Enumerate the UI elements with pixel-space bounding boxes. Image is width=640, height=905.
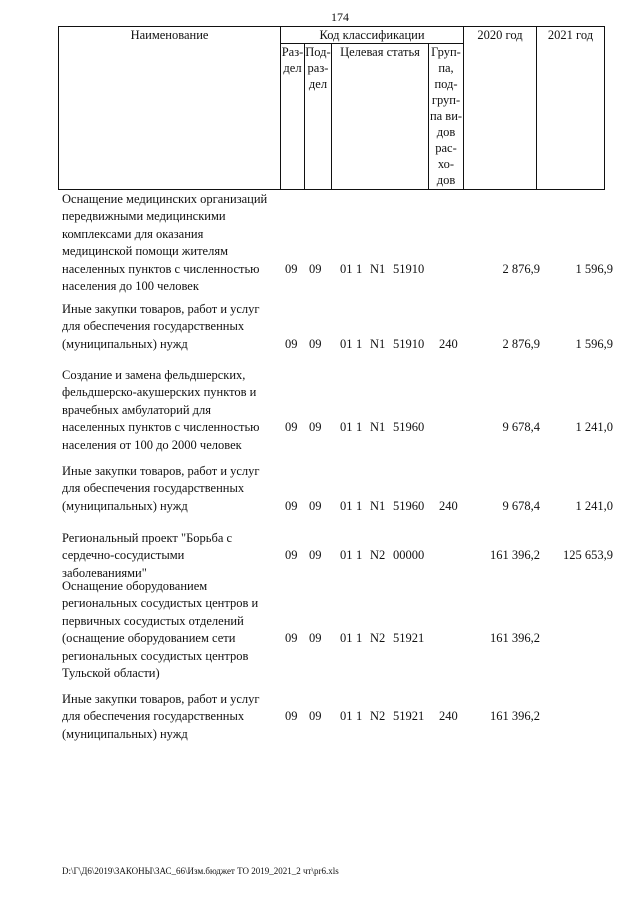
amount-2020: 2 876,9 [502,261,540,276]
target-article-part: N1 [370,420,386,435]
amount-2020: 161 396,2 [490,709,540,724]
target-article-part: 1 [356,709,363,724]
header-year-2020: 2020 год [464,27,537,190]
target-article-part: 01 [340,709,353,724]
podrazdel-code: 09 [309,548,322,563]
podrazdel-code: 09 [309,709,322,724]
podrazdel-code: 09 [309,498,322,513]
target-article-part: 1 [356,336,363,351]
podrazdel-code: 09 [309,420,322,435]
target-article-part: 51910 [393,261,425,276]
razdel-code: 09 [285,548,298,563]
row-name: Иные закупки товаров, работ и услуг для обеспечения государственных (муниципальных) нужд [62,692,260,741]
row-name: Оснащение оборудованием региональных сосудистых центров и первичных сосудистых отделений (оснащение оборудованием сети региональных сосудистых центров Тульской области) [62,579,259,681]
podrazdel-code: 09 [309,631,322,646]
target-article-part: N1 [370,261,386,276]
amount-2020: 161 396,2 [490,548,540,563]
target-article-part: 01 [340,498,353,513]
target-article-part: 1 [356,420,363,435]
header-name: Наименование [59,27,281,190]
expense-type-code: 240 [439,498,458,513]
target-article-part: 1 [356,498,363,513]
amount-2020: 2 876,9 [502,336,540,351]
target-article-part: 01 [340,420,353,435]
row-name: Региональный проект "Борьба с сердечно-сосудистыми заболеваниями" [62,531,233,580]
target-article-part: N1 [370,336,386,351]
row-name: Оснащение медицинских организаций передвижными медицинскими комплексами для оказания медицинской помощи жителям населенных пунктов с численностью населения до 100 человек [62,192,268,294]
header-razdel: Раз- дел [281,44,305,190]
amount-2021: 1 596,9 [575,336,613,351]
razdel-code: 09 [285,336,298,351]
header-code: Код классификации [281,27,464,44]
expense-type-code: 240 [439,336,458,351]
razdel-code: 09 [285,420,298,435]
amount-2021: 1 241,0 [575,498,613,513]
amount-2020: 161 396,2 [490,631,540,646]
row-name: Создание и замена фельдшерских, фельдшерско-акушерских пунктов и врачебных амбулаторий для населенных пунктов с численностью населения от 100 до 2000 человек [62,368,260,452]
row-name: Иные закупки товаров, работ и услуг для обеспечения государственных (муниципальных) нужд [62,302,260,351]
target-article-part: 51910 [393,336,425,351]
target-article-part: 01 [340,548,353,563]
target-article-part: N2 [370,631,386,646]
target-article-part: 01 [340,631,353,646]
podrazdel-code: 09 [309,261,322,276]
header-podrazdel: Под- раз- дел [305,44,332,190]
amount-2021: 1 596,9 [575,261,613,276]
target-article-part: 1 [356,631,363,646]
razdel-code: 09 [285,261,298,276]
razdel-code: 09 [285,709,298,724]
razdel-code: 09 [285,498,298,513]
target-article-part: N2 [370,548,386,563]
target-article-part: 51921 [393,709,425,724]
amount-2020: 9 678,4 [502,498,540,513]
target-article-part: 51960 [393,420,425,435]
target-article-part: 51921 [393,631,425,646]
target-article-part: 51960 [393,498,425,513]
target-article-part: 1 [356,548,363,563]
target-article-part: N1 [370,498,386,513]
target-article-part: N2 [370,709,386,724]
header-statya: Целевая статья [332,44,429,190]
amount-2021: 1 241,0 [575,420,613,435]
target-article-part: 00000 [393,548,425,563]
target-article-part: 01 [340,261,353,276]
expense-type-code: 240 [439,709,458,724]
amount-2020: 9 678,4 [502,420,540,435]
header-gruppa: Груп- па, под- груп- па ви- дов рас- хо- дов [429,44,464,190]
razdel-code: 09 [285,631,298,646]
target-article-part: 1 [356,261,363,276]
file-path-footer: D:\Г\Д6\2019\ЗАКОНЫ\ЗАС_66\Изм.бюджет ТО 2019_2021_2 чт\pr6.xls [62,866,339,876]
target-article-part: 01 [340,336,353,351]
podrazdel-code: 09 [309,336,322,351]
header-year-2021: 2021 год [537,27,605,190]
amount-2021: 125 653,9 [563,548,613,563]
row-name: Иные закупки товаров, работ и услуг для обеспечения государственных (муниципальных) нужд [62,464,260,513]
page-number: 174 [331,10,349,24]
